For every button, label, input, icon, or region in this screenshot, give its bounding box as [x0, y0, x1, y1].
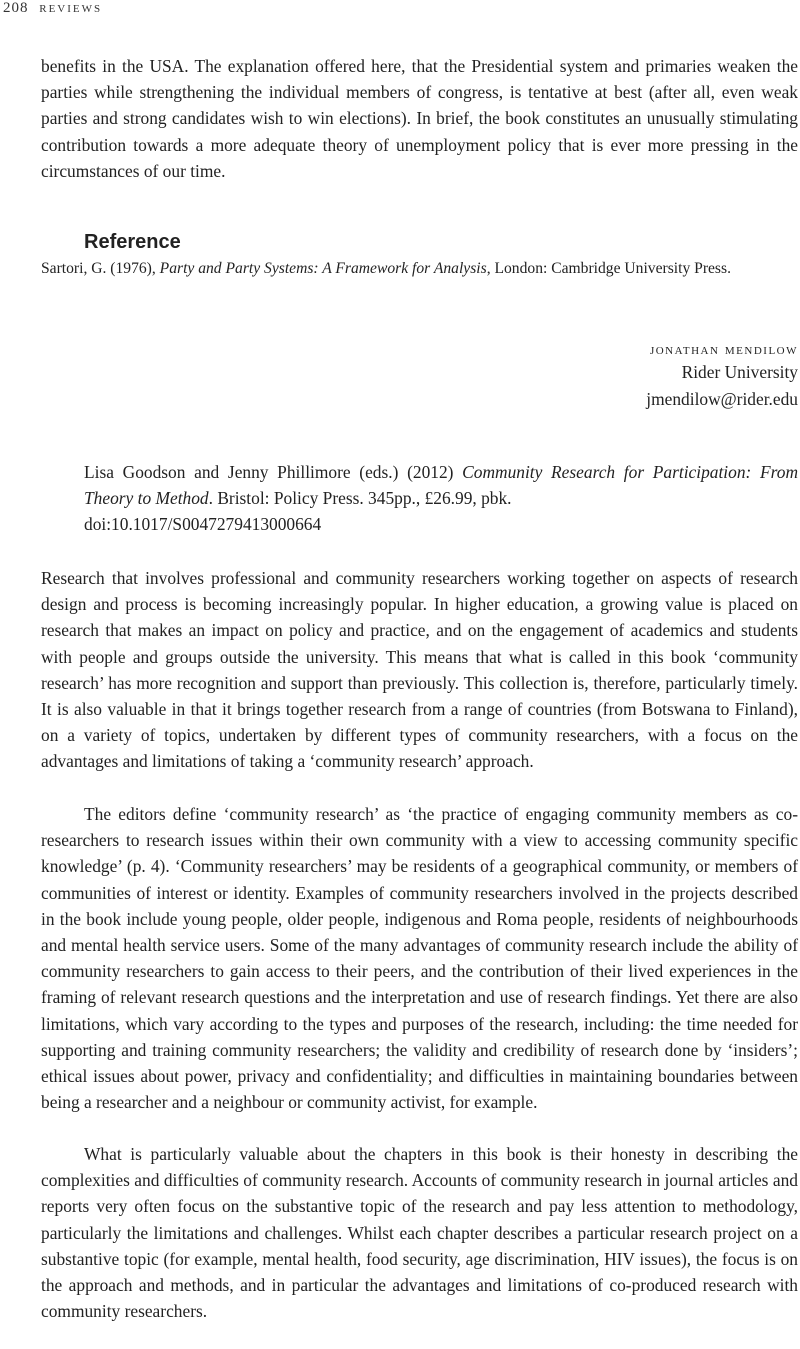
reviewer-name: jonathan mendilow	[649, 341, 798, 358]
reference-entry	[41, 258, 798, 281]
page-number: 208	[3, 0, 29, 16]
reference-author: Sartori, G. (1976),	[41, 260, 160, 277]
reference-title: Party and Party Systems: A Framework for Analysis	[159, 260, 487, 277]
book-title: Community Research for Participation: From Theory to Method	[84, 462, 799, 509]
book-authors: Lisa Goodson and Jenny Phillimore (eds.) (2012)	[84, 462, 463, 482]
reference-publisher: , London: Cambridge University Press.	[486, 260, 731, 277]
previous-review-closing-paragraph: benefits in the USA. The explanation offered here, that the Presidential system and primaries weaken the parties while strengthening the individual members of congress, is tentative at best (after all, even weak parties and strong candidates wish to win elections). In brief, the book constitutes an unusually stimulating contribution towards a more adequate theory of unemployment policy that is ever more pressing in the circumstances of our time.	[41, 56, 798, 181]
book-publisher: . Bristol: Policy Press. 345pp., £26.99, pbk.	[208, 488, 512, 509]
running-head-title: reviews	[39, 0, 103, 16]
review-paragraph-3: What is particularly valuable about the chapters in this book is their honesty in describing the complexities and difficulties of community research. Accounts of community research in journal articles and reports very often focus on the substantive topic of the research and pay less attention to methodology, particularly the limitations and challenges. Whilst each chapter describes a particular research project on a substantive topic (for example, mental health, food security, age discrimination, HIV issues), the focus is on the approach and methods, and in particular the advantages and limitations of co-produced research with community researchers.	[41, 1144, 798, 1322]
reviewer-institution: Rider University	[681, 362, 798, 382]
running-header	[3, 0, 102, 17]
book-doi: doi:10.1017/S0047279413000664	[84, 514, 322, 535]
reviewer-email: jmendilow@rider.edu	[646, 389, 798, 409]
reference-heading: Reference	[84, 231, 181, 253]
book-citation	[84, 459, 798, 538]
review-paragraph-1: Research that involves professional and community researchers working together on aspects of research design and process is becoming increasingly popular. In higher education, a growing value is placed on research that makes an impact on policy and practice, and on the engagement of academics and students with people and groups outside the university. This means that what is called in this book ‘community research’ has more recognition and support than previously. This collection is, therefore, particularly timely. It is also valuable in that it brings together research from a range of countries (from Botswana to Finland), on a variety of topics, undertaken by different types of community researchers, with a focus on the advantages and limitations of taking a ‘community research’ approach.	[41, 568, 798, 772]
review-paragraph-2: The editors define ‘community research’ as ‘the practice of engaging community members as co-researchers to research issues within their own community with a view to accessing community specific knowledge’ (p. 4). ‘Community researchers’ may be residents of a geographical community, or members of communities of interest or identity. Examples of community researchers involved in the projects described in the book include young people, older people, indigenous and Roma people, residents of neighbourhoods and mental health service users. Some of the many advantages of community research include the ability of community researchers to gain access to their peers, and the contribution of their lived experiences in the framing of relevant research questions and the interpretation and use of research findings. Yet there are also limitations, which vary according to the types and purposes of the research, including: the time needed for supporting and training community researchers; the validity and credibility of research done by ‘insiders’; ethical issues about power, privacy and confidentiality; and difficulties in maintaining boundaries between being a researcher and a neighbour or community activist, for example.	[41, 804, 798, 1113]
